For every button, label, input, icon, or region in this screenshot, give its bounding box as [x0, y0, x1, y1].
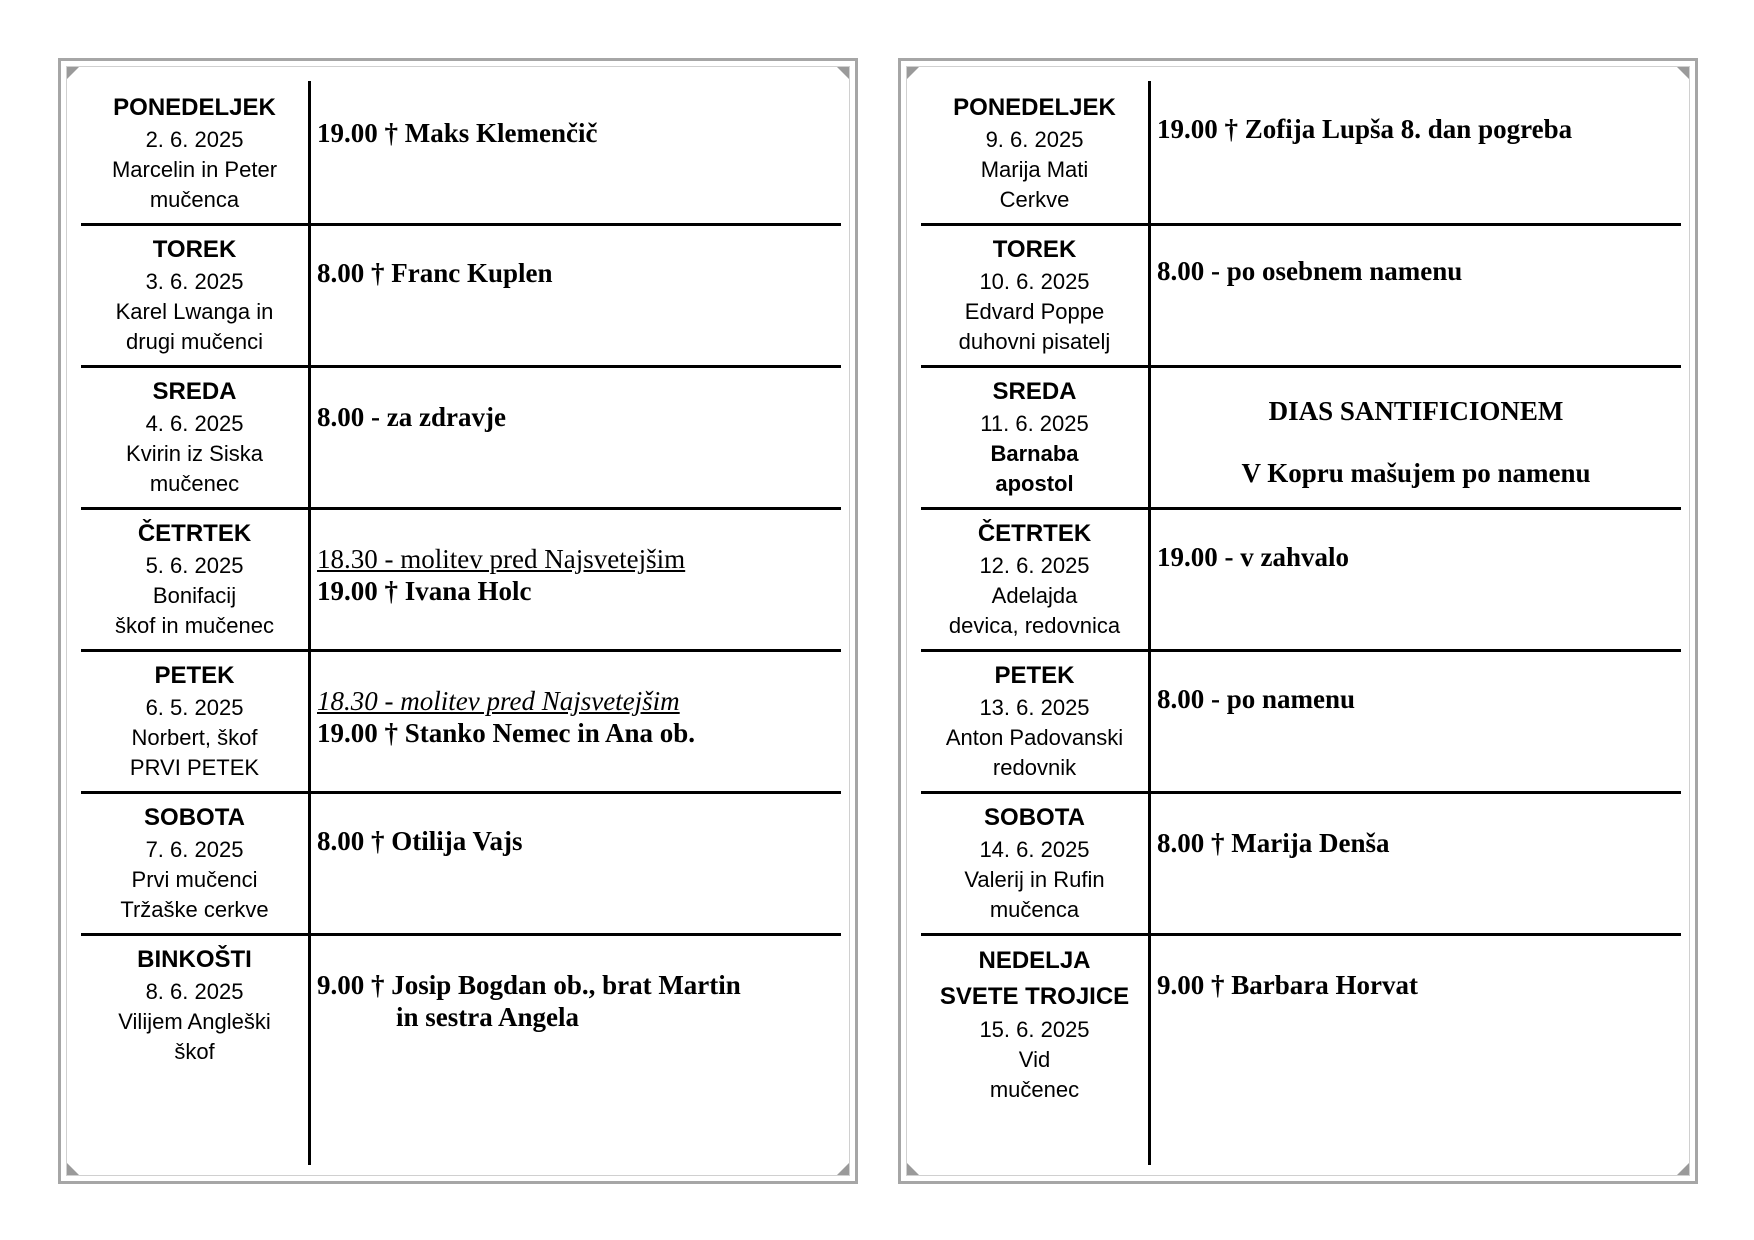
saint-line: Kvirin iz Siska	[126, 441, 263, 466]
adoration-note: 18.30 - molitev pred Najsvetejšim	[317, 544, 686, 574]
date: 6. 5. 2025	[145, 695, 244, 720]
saint-line: Cerkve	[999, 187, 1070, 212]
corner-ornament	[67, 67, 79, 79]
corner-ornament	[907, 1163, 919, 1175]
saint-line: Vilijem Angleški	[118, 1009, 271, 1034]
day-name: BINKOŠTI	[137, 946, 252, 973]
table-row	[81, 365, 841, 510]
date: 2. 6. 2025	[145, 127, 244, 152]
mass-cell	[1157, 255, 1677, 287]
day-cell	[921, 659, 1148, 783]
day-cell	[921, 233, 1148, 357]
saint-line: mučenec	[989, 1077, 1080, 1102]
date: 10. 6. 2025	[979, 269, 1090, 294]
mass-cell	[317, 969, 837, 1033]
mass-cell	[1157, 683, 1677, 715]
date: 9. 6. 2025	[985, 127, 1084, 152]
saint-line: redovnik	[992, 755, 1077, 780]
mass-cell	[1157, 113, 1677, 145]
saint-line: Marija Mati	[980, 157, 1089, 182]
day-name: SREDA	[992, 378, 1077, 405]
day-name: NEDELJA	[978, 947, 1091, 974]
table-row	[921, 507, 1681, 652]
day-name: PETEK	[154, 662, 235, 689]
date: 5. 6. 2025	[145, 553, 244, 578]
day-name: TOREK	[152, 236, 237, 263]
mass-cell	[317, 543, 837, 607]
date: 14. 6. 2025	[979, 837, 1090, 862]
mass-cell	[1157, 541, 1677, 573]
mass-cell	[317, 685, 837, 749]
adoration-note: 18.30 - molitev pred Najsvetejšim	[317, 686, 680, 716]
day-name: SOBOTA	[984, 804, 1085, 831]
day-cell	[81, 91, 308, 215]
saint-line: Edvard Poppe	[964, 299, 1105, 324]
day-cell	[81, 659, 308, 783]
day-cell	[81, 375, 308, 499]
table-row	[81, 791, 841, 936]
saint-line: duhovni pisatelj	[958, 329, 1111, 354]
table-row	[921, 791, 1681, 936]
mass-cell	[1157, 827, 1677, 859]
mass-intention: 19.00 † Ivana Holc	[317, 576, 532, 606]
table-row	[921, 933, 1681, 1102]
table-row	[81, 933, 841, 1075]
feast-remark: V Kopru mašujem po namenu	[1241, 458, 1591, 488]
table-row	[921, 223, 1681, 368]
corner-ornament	[907, 67, 919, 79]
mass-intention: 8.00 † Marija Denša	[1157, 828, 1390, 858]
feast-name: SVETE TROJICE	[939, 983, 1130, 1010]
mass-cell	[317, 257, 837, 289]
saint-line: devica, redovnica	[948, 613, 1121, 638]
day-name: SREDA	[152, 378, 237, 405]
date: 13. 6. 2025	[979, 695, 1090, 720]
date: 15. 6. 2025	[979, 1017, 1090, 1042]
mass-intention: 8.00 † Otilija Vajs	[317, 826, 523, 856]
date: 11. 6. 2025	[980, 411, 1089, 436]
mass-intention-continued: in sestra Angela	[396, 1002, 580, 1032]
date: 7. 6. 2025	[145, 837, 244, 862]
left-schedule-page	[58, 58, 858, 1184]
saint-line: škof	[174, 1039, 215, 1064]
day-cell	[81, 233, 308, 357]
saint-line: mučenca	[989, 897, 1080, 922]
saint-line: škof in mučenec	[115, 613, 274, 638]
day-cell	[921, 375, 1148, 499]
saint-line: apostol	[995, 471, 1074, 496]
mass-cell	[317, 401, 837, 433]
saint-line: Norbert, škof	[131, 725, 258, 750]
mass-intention: 19.00 † Zofija Lupša 8. dan pogreba	[1157, 114, 1573, 144]
day-cell	[81, 801, 308, 925]
schedule-table	[81, 81, 841, 1165]
day-cell	[921, 517, 1148, 641]
day-cell	[921, 943, 1148, 1105]
day-name: PONEDELJEK	[113, 94, 276, 121]
table-row	[81, 223, 841, 368]
date: 8. 6. 2025	[145, 979, 244, 1004]
feast-note	[1151, 395, 1681, 489]
day-cell	[921, 91, 1148, 215]
table-row	[921, 649, 1681, 794]
day-name: SOBOTA	[144, 804, 245, 831]
date: 12. 6. 2025	[979, 553, 1090, 578]
corner-ornament	[67, 1163, 79, 1175]
table-row	[921, 365, 1681, 510]
feast-title: DIAS SANTIFICIONEM	[1268, 396, 1564, 426]
mass-intention: 8.00 † Franc Kuplen	[317, 258, 553, 288]
mass-intention: 19.00 † Maks Klemenčič	[317, 118, 598, 148]
day-name: PETEK	[994, 662, 1075, 689]
date: 4. 6. 2025	[145, 411, 244, 436]
mass-intention: 8.00 - za zdravje	[317, 402, 506, 432]
saint-line: PRVI PETEK	[129, 755, 260, 780]
mass-cell	[317, 117, 837, 149]
table-row	[81, 81, 841, 226]
saint-line: Barnaba	[990, 441, 1079, 466]
mass-intention: 19.00 - v zahvalo	[1157, 542, 1349, 572]
saint-line: Vid	[1018, 1047, 1051, 1072]
saint-line: Prvi mučenci	[131, 867, 258, 892]
saint-line: Adelajda	[991, 583, 1078, 608]
saint-line: Marcelin in Peter	[111, 157, 278, 182]
mass-intention: 8.00 - po namenu	[1157, 684, 1356, 714]
table-row	[81, 649, 841, 794]
mass-cell	[1157, 969, 1677, 1001]
corner-ornament	[837, 67, 849, 79]
mass-intention: 8.00 - po osebnem namenu	[1157, 256, 1463, 286]
mass-intention: 19.00 † Stanko Nemec in Ana ob.	[317, 718, 696, 748]
schedule-table	[921, 81, 1681, 1165]
saint-line: Tržaške cerkve	[120, 897, 269, 922]
saint-line: Anton Padovanski	[945, 725, 1124, 750]
saint-line: drugi mučenci	[126, 329, 263, 354]
day-name: ČETRTEK	[977, 520, 1092, 547]
saint-line: Karel Lwanga in	[115, 299, 274, 324]
saint-line: mučenec	[149, 471, 240, 496]
saint-line: Valerij in Rufin	[964, 867, 1105, 892]
table-row	[81, 507, 841, 652]
mass-intention: 9.00 † Barbara Horvat	[1157, 970, 1418, 1000]
day-name: PONEDELJEK	[953, 94, 1116, 121]
saint-line: Bonifacij	[152, 583, 237, 608]
day-name: TOREK	[992, 236, 1077, 263]
corner-ornament	[1677, 67, 1689, 79]
date: 3. 6. 2025	[145, 269, 244, 294]
table-row	[921, 81, 1681, 226]
mass-cell	[317, 825, 837, 857]
right-schedule-page	[898, 58, 1698, 1184]
saint-line: mučenca	[149, 187, 240, 212]
day-cell	[81, 517, 308, 641]
mass-intention: 9.00 † Josip Bogdan ob., brat Martin	[317, 970, 741, 1000]
day-name: ČETRTEK	[137, 520, 252, 547]
day-cell	[921, 801, 1148, 925]
day-cell	[81, 943, 308, 1067]
